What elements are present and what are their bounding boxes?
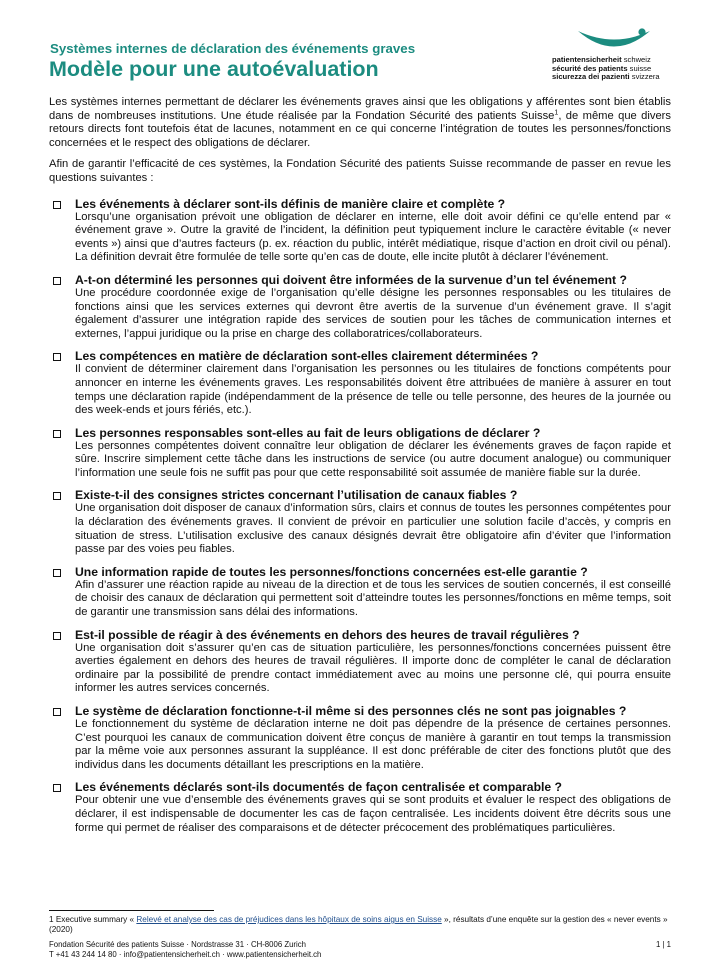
question-item <box>49 426 671 481</box>
checkbox[interactable] <box>53 201 61 209</box>
question-title: Une information rapide de toutes les personnes/fonctions concernées est-elle garantie ? <box>75 564 588 579</box>
logo-line-it: sicurezza dei pazienti svizzera <box>552 72 660 82</box>
question-item <box>49 780 671 835</box>
question-title: Est-il possible de réagir à des événements en dehors des heures de travail régulières ? <box>75 627 580 642</box>
document-title: Modèle pour une autoévaluation <box>49 57 379 81</box>
document-body <box>49 96 671 843</box>
question-title: A-t-on déterminé les personnes qui doivent être informées de la survenue d’un tel événement ? <box>75 272 627 287</box>
checkbox[interactable] <box>53 632 61 640</box>
logo-line-fr: sécurité des patients suisse <box>552 63 652 73</box>
logo-mark-icon <box>574 28 654 54</box>
organization-logo <box>552 28 682 82</box>
question-list <box>49 197 671 836</box>
question-item <box>49 488 671 556</box>
intro-paragraph-2: Afin de garantir l’efficacité de ces systèmes, la Fondation Sécurité des patients Suisse recommande de passer en revue les questions suivantes : <box>49 158 671 184</box>
question-answer: Lorsqu’une organisation prévoit une obligation de déclarer en interne, elle doit avoir défini ce qu’elle entend par « événement grave ». Outre la gravité de l’incident, la définition peut typiquement inclure le caractère évitable (« never events ») ainsi que d’autres facteurs (p. ex. réaction du public, intérêt médiatique, risque d’action en droit civil ou pénal). La définition devrait être formulée de telle sorte qu’en cas de doute, elle incite plutôt à déclarer l’événement. <box>75 210 671 264</box>
question-answer: Afin d’assurer une réaction rapide au niveau de la direction et de tous les services de soutien concernés, il est conseillé de choisir des canaux de déclaration qui permettent soit d’atteindre toutes les personnes/fonctions en même temps, soit de garantir une transmission sans délai des informations. <box>75 578 671 619</box>
question-title: Les personnes responsables sont-elles au fait de leurs obligations de déclarer ? <box>75 425 541 440</box>
footnote-link[interactable]: Relevé et analyse des cas de préjudices dans les hôpitaux de soins aigus en Suisse <box>136 915 442 924</box>
footnote-ref: 1 <box>554 108 559 116</box>
question-answer: Une procédure coordonnée exige de l’organisation qu’elle désigne les personnes responsables ou les titulaires de fonctions ainsi que les services externes qui devront être avertis de la survenue d’un événement grave. Il s’agit également d’assurer une intégration rapide des services de soutien pour les tâches de communication internes et externes, l’appui juridique ou la prise en charge des collaboratrices/collaborateurs. <box>75 286 671 340</box>
question-title: Les événements déclarés sont-ils documentés de façon centralisée et comparable ? <box>75 780 563 795</box>
question-title: Les événements à déclarer sont-ils définis de manière claire et complète ? <box>75 196 506 211</box>
checkbox[interactable] <box>53 708 61 716</box>
footnote-separator <box>49 910 214 911</box>
checkbox[interactable] <box>53 277 61 285</box>
question-item <box>49 273 671 341</box>
checkbox[interactable] <box>53 430 61 438</box>
question-answer: Il convient de déterminer clairement dans l’organisation les personnes ou les titulaires de fonctions compétents pour annoncer en interne les événements graves. Les responsabilités doivent être attribuées de manière à assurer en tout temps une déclaration rapide (indépendamment de la présence de telle ou telle personne, des heures de la journée ou des week-ends et jours fériés, etc.). <box>75 363 671 417</box>
question-title: Les compétences en matière de déclaration sont-elles clairement déterminées ? <box>75 349 539 364</box>
checkbox[interactable] <box>53 492 61 500</box>
question-item <box>49 197 671 265</box>
question-title: Existe-t-il des consignes strictes concernant l’utilisation de canaux fiables ? <box>75 488 518 503</box>
question-answer: Une organisation doit disposer de canaux d’information sûrs, clairs et connus de toutes les personnes compétentes pour la déclaration des événements graves. Il convient de prévoir en particulier une solution facile d’accès, y compris en situation de stress. L’utilisation exclusive des canaux désignés devrait être obligatoire afin d’éviter que l’information passe par des voies peu fiables. <box>75 502 671 556</box>
question-item <box>49 628 671 696</box>
intro-paragraph-1: Les systèmes internes permettant de déclarer les événements graves ainsi que les obligations y afférentes sont bien établis dans de nombreuses institutions. Une étude réalisée par la Fondation Sécurité des patients Suisse$^1$, de même que divers retours directs font toutefois état de lacunes, notamment en ce qui concerne l’intégration de toutes les personnes/fonctions concernées et le respect des obligations de déclarer. <box>49 96 671 149</box>
page-number: 1 | 1 <box>655 940 671 949</box>
question-item <box>49 349 671 417</box>
page-footer <box>49 940 671 960</box>
question-answer: Le fonctionnement du système de déclaration interne ne doit pas dépendre de la présence de certaines personnes. C’est pourquoi les canaux de communication doivent être conçus de manière à garantir en tout temps la transmission par la même voie aux personnes assurant la suppléance. Il est donc préférable de citer des fonctions plutôt que des individus dans les documents détaillant les prescriptions en la matière. <box>75 718 671 771</box>
question-item <box>49 565 671 620</box>
question-answer: Une organisation doit s’assurer qu’en cas de situation particulière, les personnes/fonctions concernées puissent être averties également en dehors des heures de travail régulières. Il importe donc de compléter le canal de déclaration ordinaire par la possibilité de prendre contact immédiatement avec au moins une personne clé, qui pourra ensuite informer les autres services concernés. <box>75 641 671 695</box>
checkbox[interactable] <box>53 353 61 361</box>
question-answer: Pour obtenir une vue d’ensemble des événements graves qui se sont produits et évaluer le respect des obligations de déclarer, il est indispensable de documenter les cas de façon centralisée. Les incidents doivent être décrits sous une forme qui permet de réaliser des comparaisons et de détecter précocement des problématiques particulières. <box>75 794 671 834</box>
question-answer: Les personnes compétentes doivent connaître leur obligation de déclarer les événements graves de façon rapide et sûre. Inscrire simplement cette tâche dans les instructions de service (ou autre document analogue) ou communiquer l’information une seule fois ne suffit pas pour que cette responsabilité soit assumée de manière fiable sur la durée. <box>75 439 671 479</box>
footer-contact: T +41 43 244 14 80 · info@patientensicherheit.ch · www.patientensicherheit.ch <box>49 950 322 959</box>
logo-line-de: patientensicherheit schweiz <box>552 55 651 64</box>
question-title: Le système de déclaration fonctionne-t-il même si des personnes clés ne sont pas joignables ? <box>75 704 627 718</box>
question-item <box>49 704 671 772</box>
checkbox[interactable] <box>53 784 61 792</box>
footnote: 1 Executive summary « Relevé et analyse des cas de préjudices dans les hôpitaux de soins aigus en Suisse », résultats d’une enquête sur la gestion des « never events » (2020) <box>49 915 668 934</box>
footer-address: Fondation Sécurité des patients Suisse · Nordstrasse 31 · CH-8006 Zurich <box>49 940 306 949</box>
checkbox[interactable] <box>53 569 61 577</box>
document-subtitle: Systèmes internes de déclaration des événements graves <box>50 41 416 56</box>
